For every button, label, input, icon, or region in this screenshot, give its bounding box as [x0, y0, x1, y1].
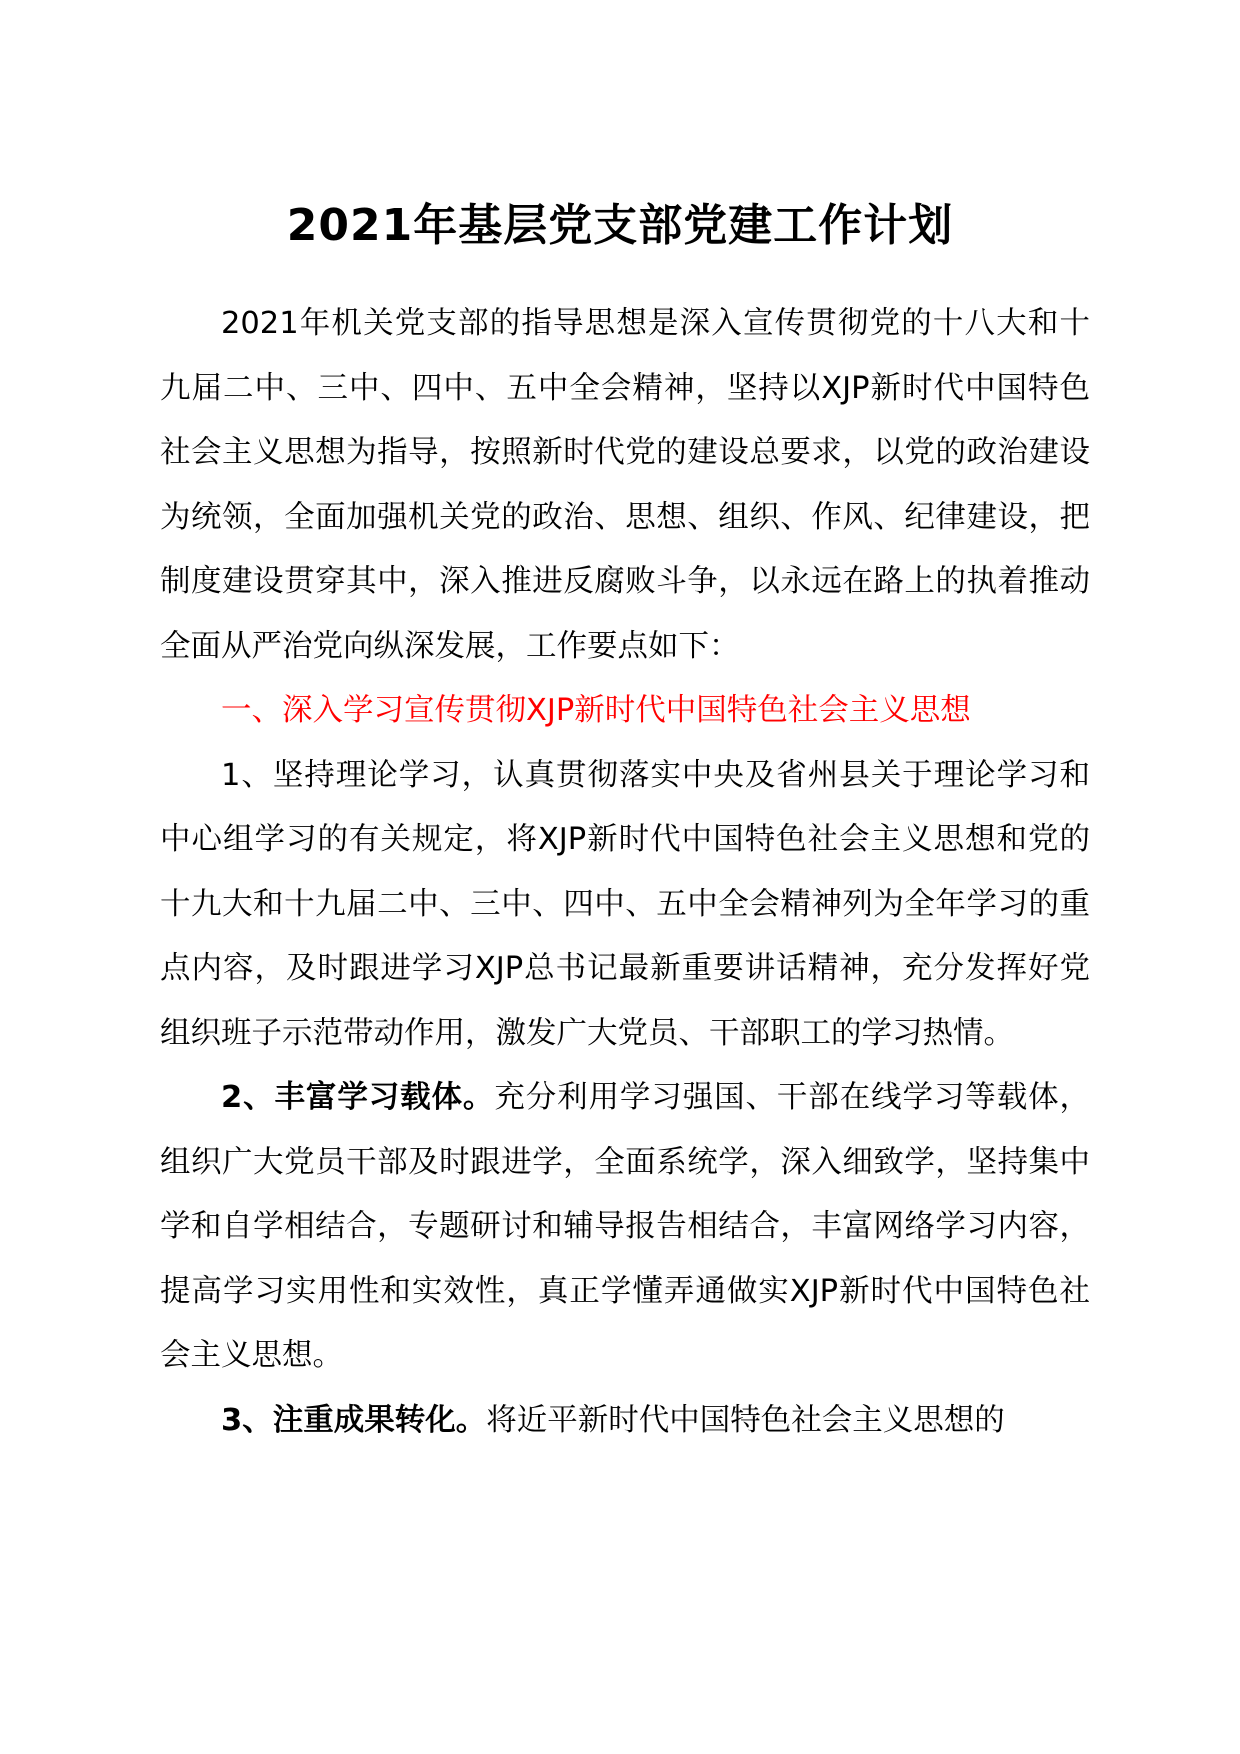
item-3-paragraph — [160, 1389, 1090, 1454]
item-3-body: 将近平新时代中国特色社会主义思想的 — [486, 1402, 1005, 1438]
item-3-lead: 3、注重成果转化。 — [221, 1402, 487, 1438]
document-body — [160, 292, 1090, 1453]
item-2-body: 充分利用学习强国、干部在线学习等载体，组织广大党员干部及时跟进学，全面系统学，深入细致学，坚持集中学和自学相结合，专题研讨和辅导报告相结合，丰富网络学习内容，提高学习实用性和实效性，真正学懂弄通做实XJP新时代中国特色社会主义思想。 — [160, 1080, 1090, 1373]
document-title: 2021年基层党支部党建工作计划 — [286, 200, 954, 251]
item-2-lead: 2、丰富学习载体。 — [221, 1080, 495, 1115]
intro-paragraph: 2021年机关党支部的指导思想是深入宣传贯彻党的十八大和十九届二中、三中、四中、五中全会精神，坚持以XJP新时代中国特色社会主义思想为指导，按照新时代党的建设总要求，以党的政治建设为统领，全面加强机关党的政治、思想、组织、作风、纪律建设，把制度建设贯穿其中，深入推进反腐败斗争，以永远在路上的执着推动全面从严治党向纵深发展，工作要点如下： — [160, 306, 1090, 664]
item-2-paragraph — [160, 1066, 1090, 1389]
item-1-paragraph: 1、坚持理论学习，认真贯彻落实中央及省州县关于理论学习和中心组学习的有关规定，将XJP新时代中国特色社会主义思想和党的十九大和十九届二中、三中、四中、五中全会精神列为全年学习的重点内容，及时跟进学习XJP总书记最新重要讲话精神，充分发挥好党组织班子示范带动作用，激发广大党员、干部职工的学习热情。 — [160, 757, 1090, 1051]
section-heading-1: 一、深入学习宣传贯彻XJP新时代中国特色社会主义思想 — [221, 693, 971, 728]
